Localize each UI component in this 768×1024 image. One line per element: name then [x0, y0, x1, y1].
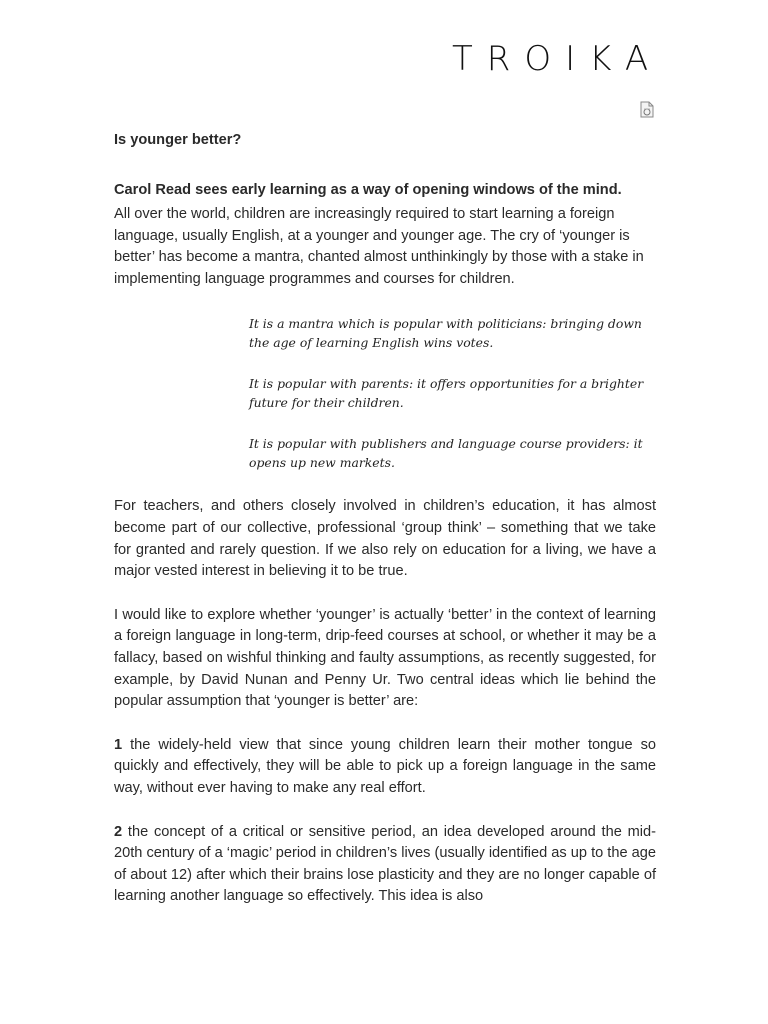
intro-paragraph: All over the world, children are increasingly required to start learning a foreign language, usually English, at a younger and younger age. The cry of ‘younger is better’ has become a mantra, chanted almost unthinkingly by those with a stake in implementing language programmes and courses for children.: [114, 206, 644, 287]
pull-quotes: [249, 314, 656, 472]
pull-quote: It is popular with publishers and language course providers: it opens up new markets.: [249, 436, 643, 471]
troika-logo: TROIKA: [452, 39, 663, 79]
document-icon[interactable]: [640, 101, 654, 118]
article-title: Is younger better?: [114, 132, 242, 148]
body-paragraph: For teachers, and others closely involved in children’s education, it has almost become part of our collective, professional ‘group think’ – something that we take for granted and rarely question. If we also rely on education for a living, we have a major vested interest in believing it to be true.: [114, 498, 656, 580]
pull-quote: It is popular with parents: it offers opportunities for a brighter future for their children.: [249, 376, 644, 411]
body-paragraph: I would like to explore whether ‘younger’ is actually ‘better’ in the context of learning a foreign language in long-term, drip-feed courses at school, or whether it may be a fallacy, based on wishful thinking and faulty assumptions, as recently suggested, for example, by David Nunan and Penny Ur. Two central ideas which lie behind the popular assumption that ‘younger is better’ are:: [114, 606, 656, 710]
article-standfirst: Carol Read sees early learning as a way of opening windows of the mind.: [114, 182, 622, 198]
numbered-point: [114, 735, 656, 800]
point-number: 2: [114, 823, 123, 840]
point-number: 1: [114, 736, 123, 753]
pull-quote: It is a mantra which is popular with politicians: bringing down the age of learning English wins votes.: [249, 316, 642, 351]
point-text: the widely-held view that since young children learn their mother tongue so quickly and effectively, they will be able to pick up a foreign language in the same way, without ever having to make any real effort.: [114, 736, 656, 796]
point-text: the concept of a critical or sensitive period, an idea developed around the mid-20th century of a ‘magic’ period in children’s lives (usually identified as up to the age of about 12) after which their brains lose plasticity and they are no longer capable of learning another language so effectively. This idea is also: [114, 823, 656, 905]
article: [114, 130, 656, 930]
numbered-point: [114, 822, 656, 908]
